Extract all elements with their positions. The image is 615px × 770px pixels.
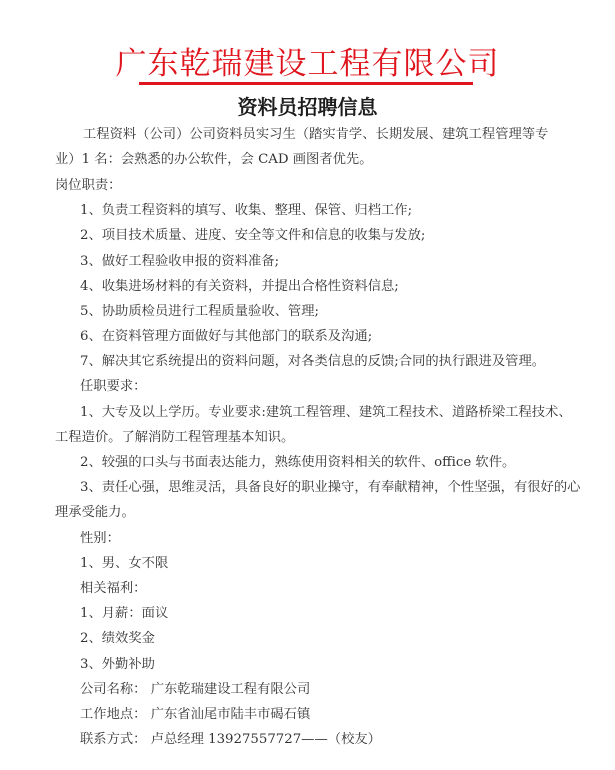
requirement-1-line-1: 1、大专及以上学历。专业要求:建筑工程管理、建筑工程技术、道路桥梁工程技术、	[80, 405, 572, 420]
gender-heading: 性别：	[80, 531, 120, 546]
requirement-2: 2、较强的口头与书面表达能力，熟练使用资料相关的软件、office 软件。	[80, 455, 516, 470]
document-title: 资料员招聘信息	[237, 95, 378, 119]
contact-phone: 联系方式： 卢总经理 13927557727——（校友）	[80, 732, 381, 747]
contact-company-name: 公司名称： 广东乾瑞建设工程有限公司	[80, 682, 311, 697]
duties-heading: 岗位职责：	[55, 178, 122, 193]
requirement-3-line-1: 3、责任心强，思维灵活，具备良好的职业操守，有奉献精神，个性坚强，有很好的心	[80, 480, 581, 495]
benefit-item-3: 3、外勤补助	[80, 657, 155, 672]
requirement-1-line-2: 工程造价。了解消防工程管理基本知识。	[55, 430, 295, 445]
benefit-item-2: 2、绩效奖金	[80, 631, 155, 646]
duty-item-4: 4、收集进场材料的有关资料，并提出合格性资料信息;	[80, 279, 399, 294]
duty-item-3: 3、做好工程验收申报的资料准备;	[80, 254, 280, 269]
benefits-heading: 相关福利：	[80, 581, 147, 596]
benefit-item-1: 1、月薪：面议	[80, 606, 169, 621]
duty-item-5: 5、协助质检员进行工程质量验收、管理;	[80, 304, 319, 319]
company-title: 广东乾瑞建设工程有限公司	[115, 46, 500, 82]
title-underline	[139, 82, 473, 85]
duty-item-2: 2、项目技术质量、进度、安全等文件和信息的收集与发放;	[80, 228, 426, 243]
requirement-3-line-2: 理承受能力。	[55, 505, 135, 520]
duty-item-6: 6、在资料管理方面做好与其他部门的联系及沟通;	[80, 329, 373, 344]
gender-value: 1、男、女不限	[80, 556, 169, 571]
contact-work-location: 工作地点： 广东省汕尾市陆丰市碣石镇	[80, 707, 311, 722]
intro-line-1: 工程资料（公司）公司资料员实习生（踏实肯学、长期发展、建筑工程管理等专	[83, 127, 549, 142]
intro-line-2: 业）1 名：会熟悉的办公软件，会 CAD 画图者优先。	[55, 152, 373, 167]
requirements-heading: 任职要求：	[80, 379, 147, 394]
duty-item-7: 7、解决其它系统提出的资料问题，对各类信息的反馈;合同的执行跟进及管理。	[80, 354, 546, 369]
duty-item-1: 1、负责工程资料的填写、收集、整理、保管、归档工作;	[80, 203, 413, 218]
